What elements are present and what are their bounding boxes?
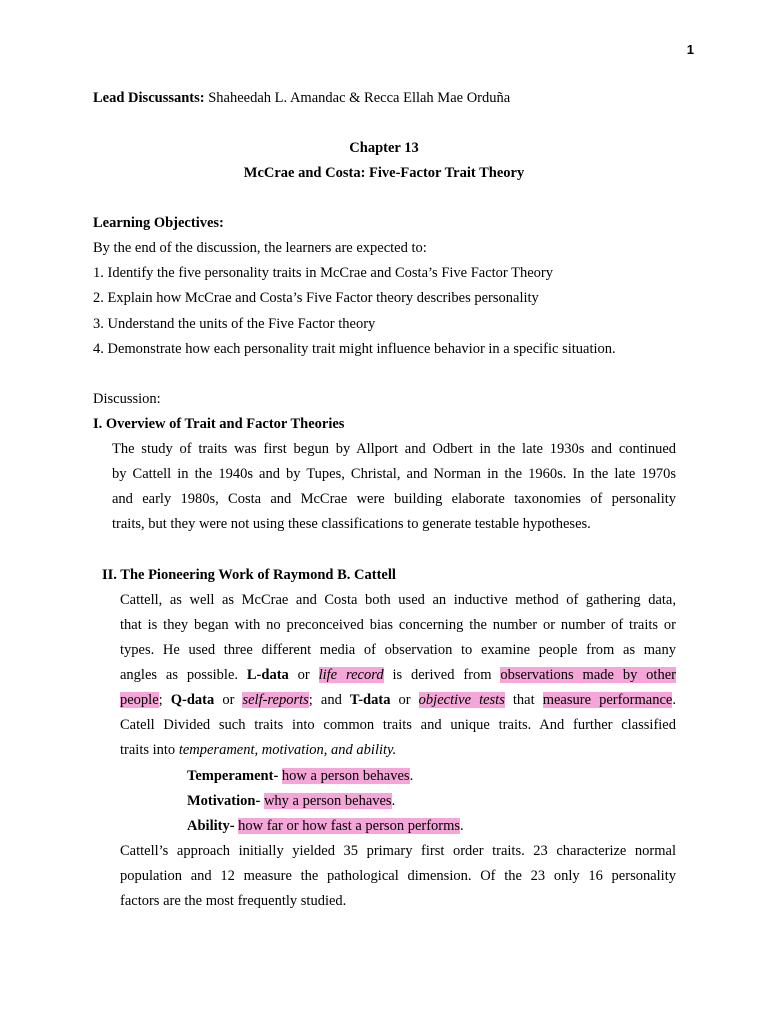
lead-names: Shaheedah L. Amandac & Recca Ellah Mae Orduña — [204, 90, 511, 106]
paragraph-line: angles as possible. L-data or life record is derived from observations made by other — [120, 667, 676, 683]
page-number: 1 — [686, 42, 694, 57]
definition-ability: Ability- how far or how fast a person performs. — [187, 818, 464, 834]
paragraph-line: traits, but they were not using these classifications to generate testable hypotheses. — [112, 516, 591, 532]
highlight-people: people — [120, 692, 159, 708]
section-1-heading: I. Overview of Trait and Factor Theories — [93, 416, 345, 432]
definition-motivation: Motivation- why a person behaves. — [187, 793, 396, 809]
paragraph-line: types. He used three different media of observation to examine people from as many — [120, 642, 676, 658]
paragraph-line: The study of traits was first begun by Allport and Odbert in the late 1930s and continued — [112, 441, 676, 457]
paragraph-line: Cattell’s approach initially yielded 35 primary first order traits. 23 characterize normal — [120, 843, 676, 859]
objectives-intro: By the end of the discussion, the learners are expected to: — [93, 240, 427, 256]
objective-item: 1. Identify the five personality traits in McCrae and Costa’s Five Factor Theory — [93, 265, 553, 281]
highlight-life-record: life record — [318, 667, 384, 683]
objective-item: 2. Explain how McCrae and Costa’s Five Factor theory describes personality — [93, 290, 539, 306]
paragraph-line: Cattell, as well as McCrae and Costa both used an inductive method of gathering data, — [120, 592, 676, 608]
paragraph-line: factors are the most frequently studied. — [120, 893, 347, 909]
paragraph-line: by Cattell in the 1940s and by Tupes, Christal, and Norman in the 1960s. In the late 1970s — [112, 466, 676, 482]
highlight-objective-tests: objective tests — [418, 692, 505, 708]
highlight-measure-performance: measure performance — [542, 692, 673, 708]
objective-item: 3. Understand the units of the Five Factor theory — [93, 316, 376, 332]
chapter-title: McCrae and Costa: Five-Factor Trait Theory — [243, 165, 525, 181]
objectives-heading: Learning Objectives: — [93, 215, 224, 231]
paragraph-line: population and 12 measure the pathological dimension. Of the 23 only 16 personality — [120, 868, 676, 884]
lead-discussants — [93, 90, 510, 107]
paragraph-line: that is they began with no preconceived bias concerning the number or number of traits or — [120, 617, 676, 633]
discussion-label: Discussion: — [93, 391, 161, 407]
paragraph-line: people; Q-data or self-reports; and T-data or objective tests that measure performance. — [120, 692, 676, 708]
objective-item: 4. Demonstrate how each personality trait might influence behavior in a specific situation. — [93, 341, 616, 357]
paragraph-line: traits into temperament, motivation, and ability. — [120, 742, 397, 758]
highlight-self-reports: self-reports — [242, 692, 309, 708]
section-2-heading: II. The Pioneering Work of Raymond B. Cattell — [102, 567, 396, 583]
highlight-observations: observations made by other — [500, 667, 676, 683]
definition-temperament: Temperament- how a person behaves. — [187, 768, 414, 784]
lead-label: Lead Discussants: — [93, 90, 205, 106]
paragraph-line: and early 1980s, Costa and McCrae were building elaborate taxonomies of personality — [112, 491, 676, 507]
chapter-number: Chapter 13 — [349, 140, 419, 156]
paragraph-line: Catell Divided such traits into common traits and unique traits. And further classified — [120, 717, 676, 733]
